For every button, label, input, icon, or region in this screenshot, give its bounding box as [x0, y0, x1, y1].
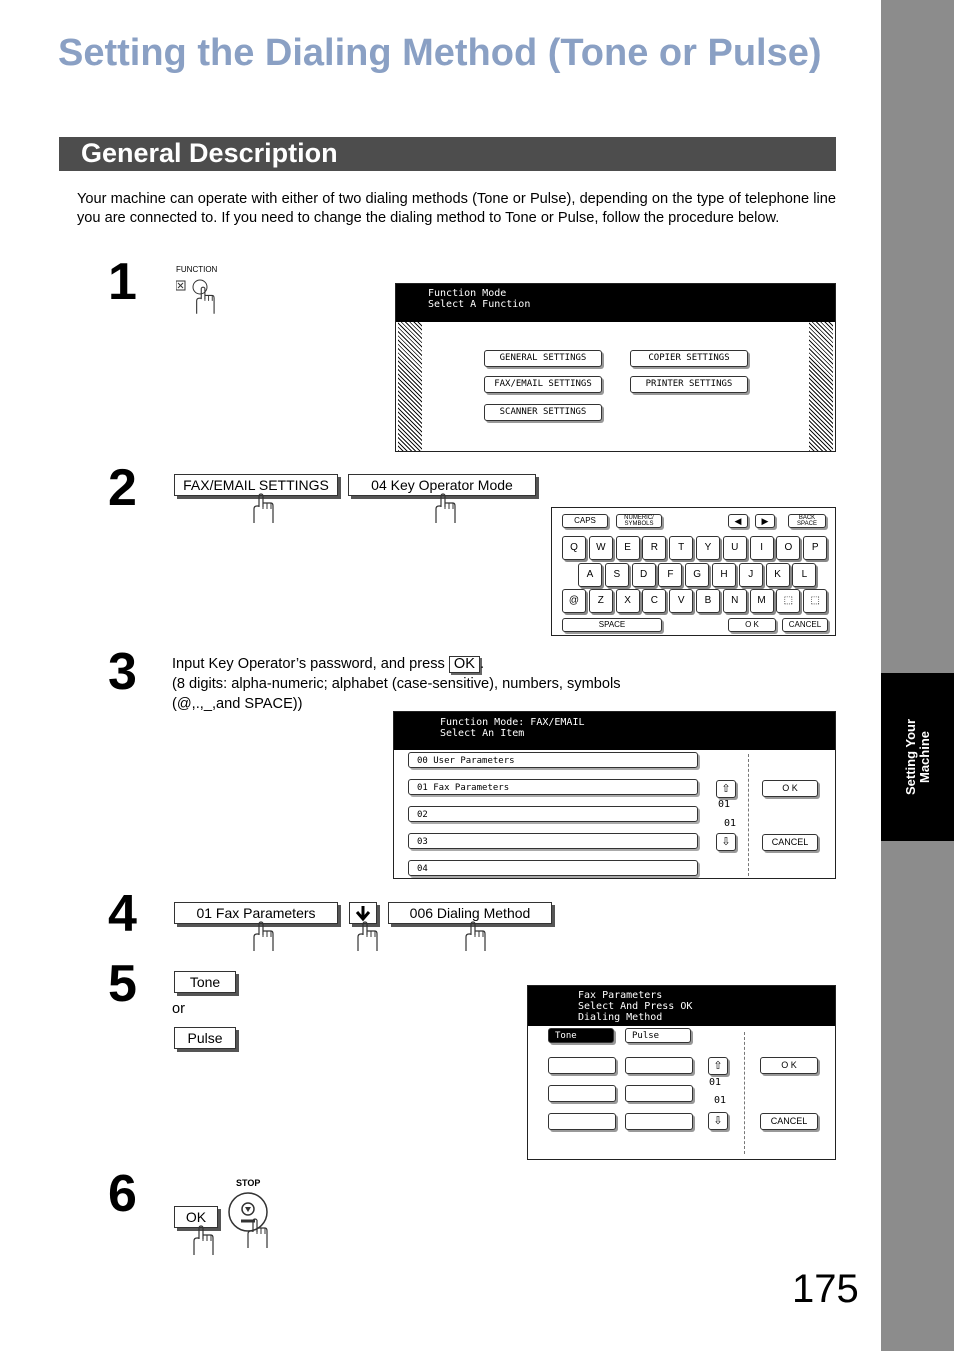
cancel-button[interactable]: CANCEL [762, 834, 818, 851]
keyboard-screen [551, 507, 836, 636]
keyboard-key[interactable]: K [766, 563, 790, 587]
fax-email-item-screen [393, 711, 836, 879]
page-title: Setting the Dialing Method (Tone or Pulse) [58, 32, 822, 74]
page-number: 175 [792, 1267, 859, 1311]
page-total: 01 [724, 818, 737, 829]
step-number: 5 [108, 955, 137, 1013]
key-operator-mode-button[interactable]: 04 Key Operator Mode [348, 474, 536, 496]
item-row[interactable]: 02 [408, 806, 698, 822]
press-hand-icon [190, 1225, 214, 1255]
screen-header: Fax Parameters Select And Press OK Dialing Method [528, 986, 835, 1026]
keyboard-key[interactable]: Q [562, 536, 586, 560]
keyboard-key[interactable]: ⬚ [776, 589, 800, 613]
divider [744, 1032, 745, 1154]
keyboard-key[interactable]: U [723, 536, 747, 560]
screen-pattern-left [398, 322, 422, 451]
fax-parameters-row[interactable]: 01 Fax Parameters [408, 779, 698, 795]
keyboard-key[interactable]: F [658, 563, 682, 587]
keyboard-key[interactable]: S [605, 563, 629, 587]
intro-paragraph: Your machine can operate with either of two dialing methods (Tone or Pulse), depending on the type of telephone line you are connected to. If you need to change the dialing method to Tone or Pulse, follow the procedure below. [77, 191, 836, 226]
keyboard-key[interactable]: D [632, 563, 656, 587]
step3-note-line2: (@,.,_,and SPACE)) [172, 696, 303, 712]
keyboard-key[interactable]: L [792, 563, 816, 587]
keyboard-key[interactable]: X [616, 589, 640, 613]
cursor-right-key[interactable]: ▶ [755, 514, 775, 528]
down-arrow-icon [350, 903, 376, 923]
step3-instruction [172, 654, 621, 714]
keyboard-key[interactable]: Y [696, 536, 720, 560]
tone-option-selected[interactable]: Tone [548, 1028, 614, 1043]
keyboard-key[interactable]: I [750, 536, 774, 560]
keyboard-key[interactable]: @ [562, 589, 586, 613]
empty-option [548, 1113, 616, 1130]
keyboard-key[interactable]: N [723, 589, 747, 613]
page-total: 01 [714, 1095, 727, 1106]
ok-button[interactable]: O K [760, 1057, 818, 1074]
page-up-arrow-icon[interactable]: ⇧ [716, 780, 736, 798]
keyboard-key[interactable]: C [642, 589, 666, 613]
screen-pattern-right [809, 322, 833, 451]
empty-option [625, 1113, 693, 1130]
step-number: 2 [108, 459, 137, 517]
dialing-method-screen [527, 985, 836, 1160]
keyboard-key[interactable]: M [750, 589, 774, 613]
empty-option [625, 1057, 693, 1074]
screen-header: Function Mode: FAX/EMAIL Select An Item [394, 712, 835, 750]
chapter-tab-label: Setting Your Machine [902, 718, 932, 796]
section-heading-bar [59, 137, 836, 171]
keyboard-key[interactable]: A [578, 563, 602, 587]
user-parameters-row[interactable]: 00 User Parameters [408, 752, 698, 768]
keyboard-key[interactable]: E [616, 536, 640, 560]
divider [748, 754, 749, 876]
item-row[interactable]: 03 [408, 833, 698, 849]
page-down-arrow-icon[interactable]: ⇩ [708, 1112, 728, 1130]
press-hand-icon [250, 493, 274, 523]
pulse-button[interactable]: Pulse [174, 1027, 236, 1049]
or-text: or [172, 1001, 185, 1017]
ok-button[interactable]: OK [174, 1206, 218, 1228]
cursor-left-key[interactable]: ◀ [728, 514, 748, 528]
press-hand-icon [354, 921, 378, 951]
keyboard-key[interactable]: Z [589, 589, 613, 613]
step-number: 1 [108, 253, 137, 311]
fax-email-settings-button[interactable]: FAX/EMAIL SETTINGS [484, 376, 602, 393]
fax-parameters-button[interactable]: 01 Fax Parameters [174, 902, 338, 924]
step-number: 4 [108, 885, 137, 943]
scanner-settings-button[interactable]: SCANNER SETTINGS [484, 404, 602, 421]
ok-key-inline: OK [449, 656, 480, 673]
copier-settings-button[interactable]: COPIER SETTINGS [630, 350, 748, 367]
caps-key[interactable]: CAPS [562, 514, 608, 528]
empty-option [625, 1085, 693, 1102]
keyboard-key[interactable]: T [669, 536, 693, 560]
step3-note-line1: (8 digits: alpha-numeric; alphabet (case-sensitive), numbers, symbols [172, 676, 621, 692]
keyboard-key[interactable]: B [696, 589, 720, 613]
keyboard-key[interactable]: J [739, 563, 763, 587]
keyboard-key[interactable]: V [669, 589, 693, 613]
pulse-option[interactable]: Pulse [625, 1028, 691, 1043]
keyboard-key[interactable]: P [803, 536, 827, 560]
numeric-symbols-key[interactable]: NUMERIC/ SYMBOLS [616, 514, 662, 528]
stop-key-label: STOP [236, 1178, 261, 1188]
step-number: 6 [108, 1165, 137, 1223]
function-key-icon [176, 278, 216, 316]
keyboard-key[interactable]: ⬚ [803, 589, 827, 613]
press-hand-icon [462, 921, 486, 951]
cancel-button[interactable]: CANCEL [760, 1113, 818, 1130]
function-key-label: FUNCTION [176, 265, 218, 274]
function-key[interactable] [176, 278, 216, 316]
stop-key[interactable] [226, 1190, 272, 1248]
press-hand-icon [432, 493, 456, 523]
keyboard-key[interactable]: G [685, 563, 709, 587]
chapter-tab[interactable] [881, 673, 954, 841]
page-down-arrow-icon[interactable]: ⇩ [716, 833, 736, 851]
fax-email-settings-button[interactable]: FAX/EMAIL SETTINGS [174, 474, 338, 496]
page-up-arrow-icon[interactable]: ⇧ [708, 1057, 728, 1075]
empty-option [548, 1085, 616, 1102]
backspace-key[interactable]: BACK SPACE [788, 514, 826, 528]
cancel-key[interactable]: CANCEL [782, 618, 828, 632]
tone-button[interactable]: Tone [174, 971, 236, 993]
general-settings-button[interactable]: GENERAL SETTINGS [484, 350, 602, 367]
space-key[interactable]: SPACE [562, 618, 662, 632]
item-row[interactable]: 04 [408, 860, 698, 876]
screen-header: Function Mode Select A Function [396, 284, 835, 322]
step3-text: Input Key Operator’s password, and press [172, 656, 445, 672]
keyboard-key[interactable]: H [712, 563, 736, 587]
section-heading: General Description [81, 138, 338, 168]
keyboard-key[interactable]: O [776, 536, 800, 560]
stop-icon [226, 1190, 272, 1248]
step-number: 3 [108, 643, 137, 701]
dialing-method-button[interactable]: 006 Dialing Method [388, 902, 552, 924]
step3-period: . [480, 656, 485, 672]
page-current: 01 [709, 1077, 722, 1088]
function-mode-screen [395, 283, 836, 452]
page-current: 01 [718, 799, 731, 810]
ok-button[interactable]: O K [762, 780, 818, 797]
keyboard-key[interactable]: R [642, 536, 666, 560]
press-hand-icon [250, 921, 274, 951]
empty-option [548, 1057, 616, 1074]
ok-key[interactable]: O K [728, 618, 776, 632]
printer-settings-button[interactable]: PRINTER SETTINGS [630, 376, 748, 393]
keyboard-key[interactable]: W [589, 536, 613, 560]
